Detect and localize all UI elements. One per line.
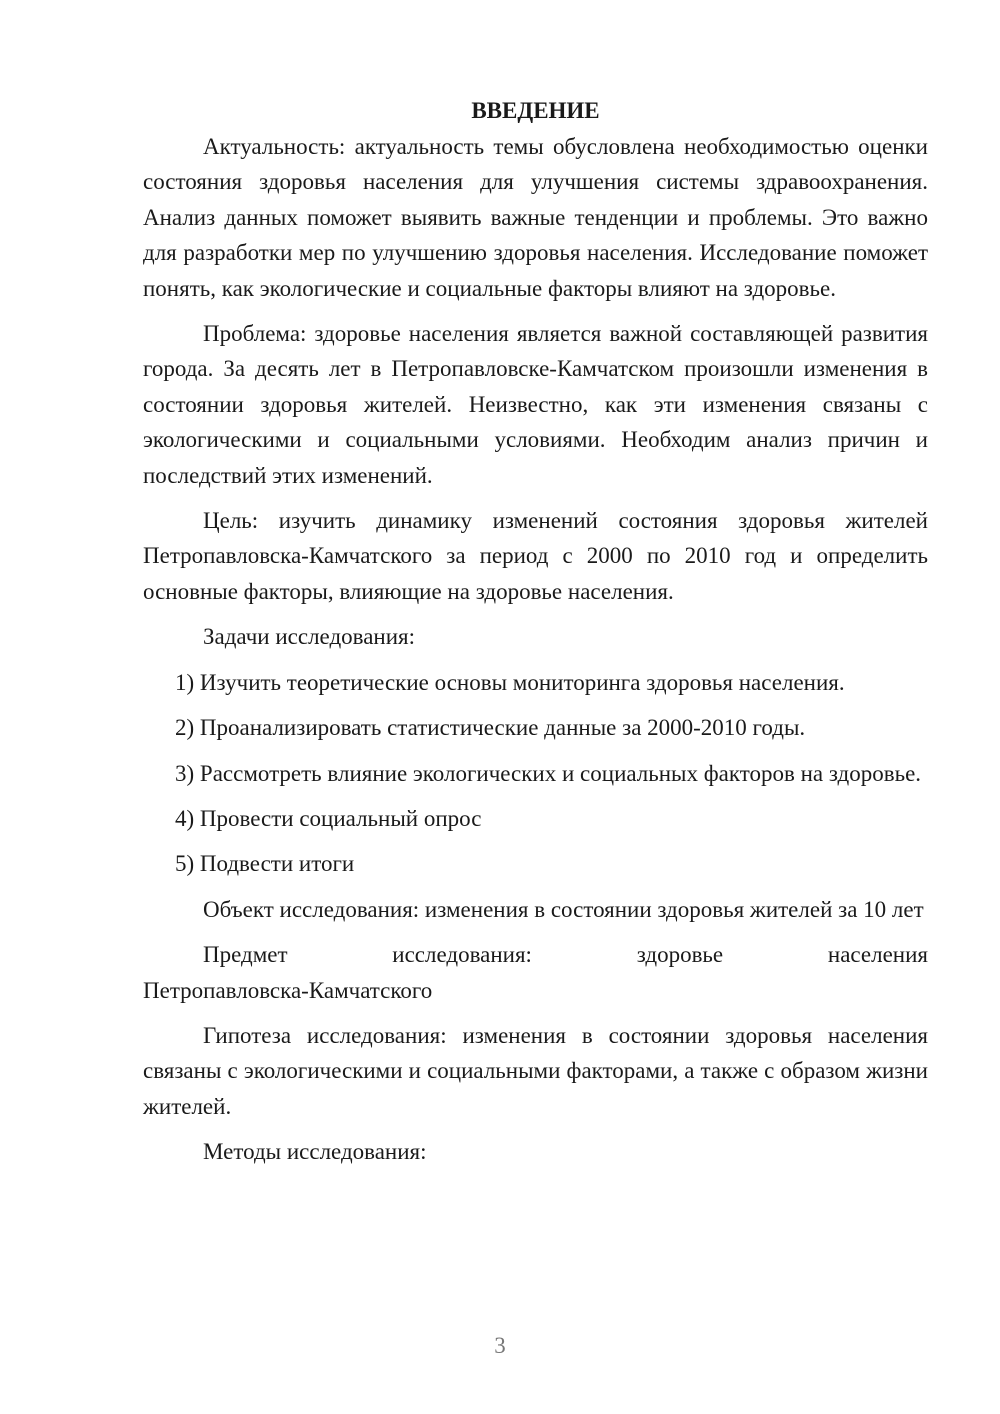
task-item-2: 2) Проанализировать статистические данные за 2000-2010 годы. xyxy=(175,715,806,741)
paragraph-goal: Цель: изучить динамику изменений состояния здоровья жителей Петропавловска-Камчатского за период с 2000 по 2010 год и определить основные факторы, влияющие на здоровье населения. xyxy=(143,508,928,604)
methods-heading: Методы исследования: xyxy=(203,1139,427,1165)
task-item-1: 1) Изучить теоретические основы мониторинга здоровья населения. xyxy=(175,669,845,695)
paragraph-hypothesis: Гипотеза исследования: изменения в состоянии здоровья населения связаны с экологическими и социальными факторами, а также с образом жизни жителей. xyxy=(143,1022,928,1119)
paragraph-object: Объект исследования: изменения в состоянии здоровья жителей за 10 лет xyxy=(203,896,924,922)
task-item-3: 3) Рассмотреть влияние экологических и социальных факторов на здоровье. xyxy=(175,760,922,786)
tasks-heading: Задачи исследования: xyxy=(203,624,416,650)
section-title: ВВЕДЕНИЕ xyxy=(471,98,600,123)
task-item-4: 4) Провести социальный опрос xyxy=(175,805,482,831)
page-content xyxy=(143,93,928,1170)
paragraph-subject-line1: Предмет исследования: здоровье населения xyxy=(203,942,928,968)
paragraph-relevance: Актуальность: актуальность темы обусловлена необходимостью оценки состояния здоровья населения для улучшения системы здравоохранения. Анализ данных поможет выявить важные тенденции и проблемы. Это важно для разработки мер по улучшению здоровья населения. Исследование поможет понять, как экологические и социальные факторы влияют на здоровье. xyxy=(143,134,928,301)
page-number: 3 xyxy=(494,1333,506,1358)
paragraph-subject-line2: Петропавловска-Камчатского xyxy=(143,977,433,1003)
paragraph-problem: Проблема: здоровье населения является важной составляющей развития города. За десять лет в Петропавловске-Камчатском произошли изменения в состоянии здоровья жителей. Неизвестно, как эти изменения связаны с экологическими и социальными условиями. Необходим анализ причин и последствий этих изменений. xyxy=(143,321,928,488)
task-item-5: 5) Подвести итоги xyxy=(175,851,355,877)
